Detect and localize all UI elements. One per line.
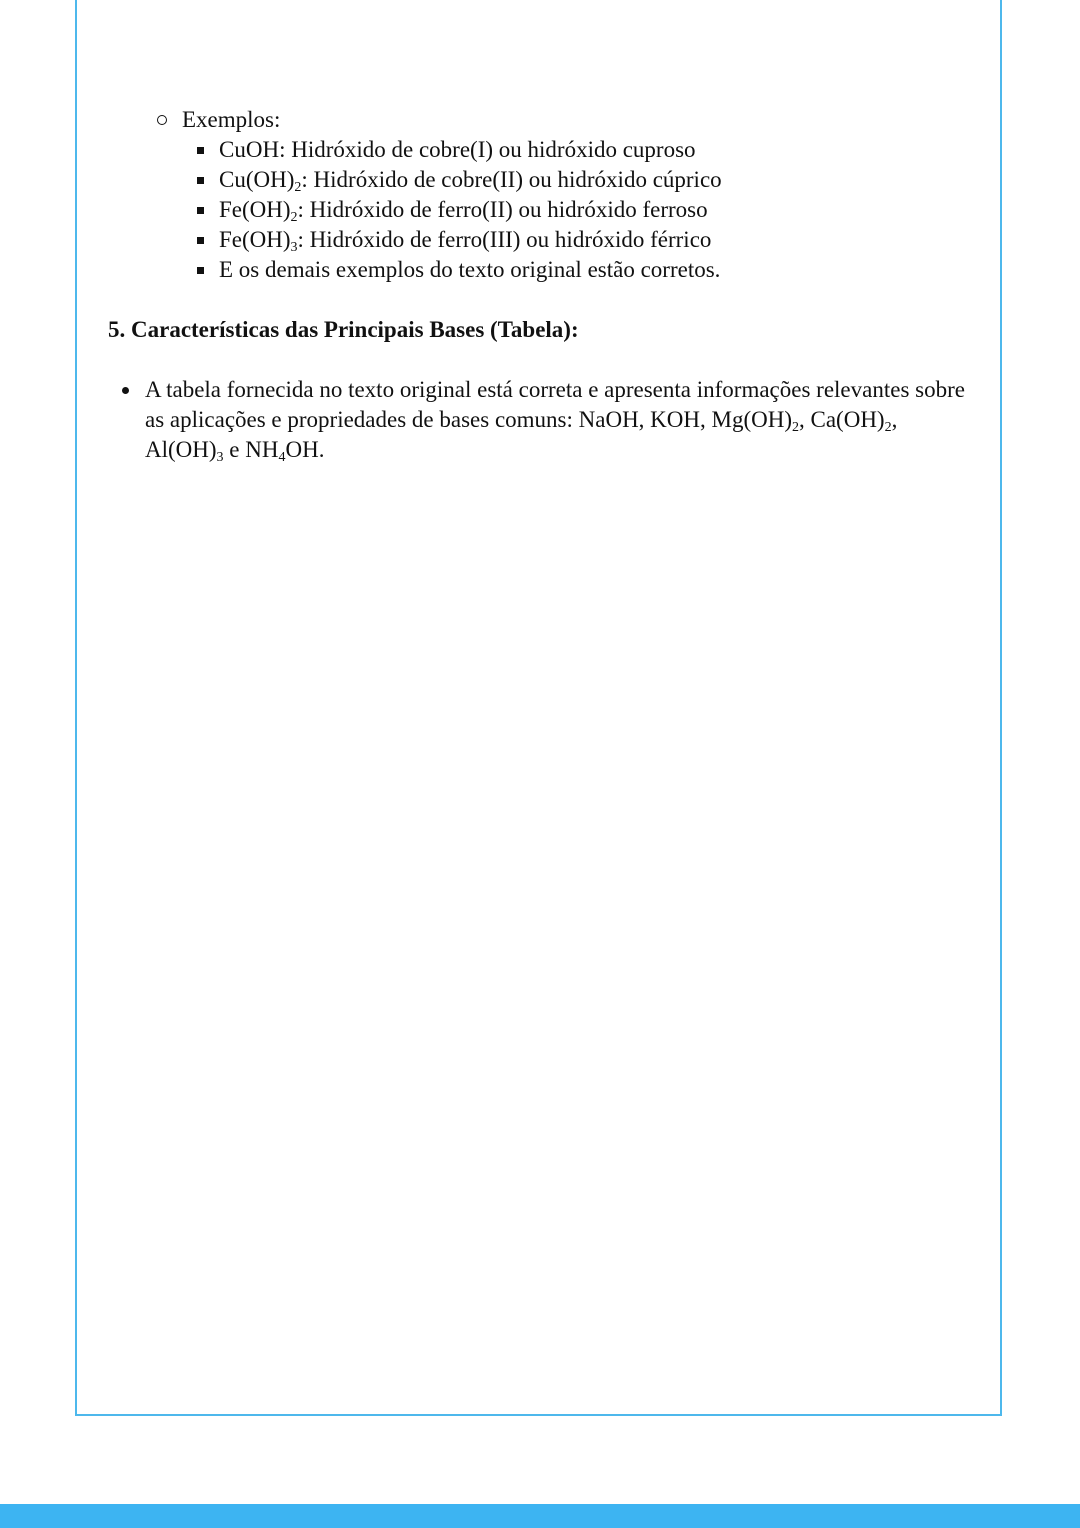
- square-bullet-icon: [197, 207, 204, 214]
- example-item: E os demais exemplos do texto original estão corretos.: [219, 257, 721, 282]
- formula-subscript: 2: [294, 180, 302, 195]
- formula-subscript: 4: [278, 450, 286, 465]
- circle-bullet-icon: [157, 115, 167, 125]
- text-segment: as aplicações e propriedades de bases comuns: NaOH, KOH, Mg(OH): [145, 407, 792, 432]
- bottom-accent-bar: [0, 1504, 1080, 1528]
- item-text: : Hidróxido de ferro(III) ou hidróxido férrico: [297, 227, 712, 252]
- example-item: [219, 225, 711, 255]
- disc-bullet-icon: [122, 387, 129, 394]
- square-bullet-icon: [197, 177, 204, 184]
- text-segment: OH.: [285, 437, 325, 462]
- formula-subscript: 2: [290, 210, 298, 225]
- text-segment: , Ca(OH): [799, 407, 885, 432]
- formula: CuOH: [219, 137, 280, 162]
- square-bullet-icon: [197, 267, 204, 274]
- formula: Fe(OH): [219, 197, 291, 222]
- examples-label: Exemplos:: [182, 107, 281, 132]
- example-item: [219, 165, 722, 195]
- bullet-line-3: [145, 435, 324, 465]
- square-bullet-icon: [197, 237, 204, 244]
- text-segment: Al(OH): [145, 437, 217, 462]
- bullet-line-2: [145, 405, 897, 435]
- item-text: : Hidróxido de cobre(II) ou hidróxido cúprico: [301, 167, 722, 192]
- bullet-line-1: A tabela fornecida no texto original está correta e apresenta informações relevantes sobre: [145, 377, 965, 402]
- section-heading: 5. Características das Principais Bases (Tabela):: [108, 317, 579, 342]
- formula-subscript: 2: [792, 420, 799, 435]
- item-text: : Hidróxido de cobre(I) ou hidróxido cuproso: [279, 137, 696, 162]
- text-segment: e NH: [223, 437, 279, 462]
- example-item: [219, 135, 696, 165]
- formula: Cu(OH): [219, 167, 295, 192]
- formula-subscript: 3: [216, 450, 224, 465]
- formula-subscript: 2: [884, 420, 892, 435]
- square-bullet-icon: [197, 147, 204, 154]
- formula-subscript: 3: [290, 240, 298, 255]
- text-segment: ,: [891, 407, 898, 432]
- item-text: : Hidróxido de ferro(II) ou hidróxido ferroso: [297, 197, 708, 222]
- example-item: [219, 195, 708, 225]
- formula: Fe(OH): [219, 227, 291, 252]
